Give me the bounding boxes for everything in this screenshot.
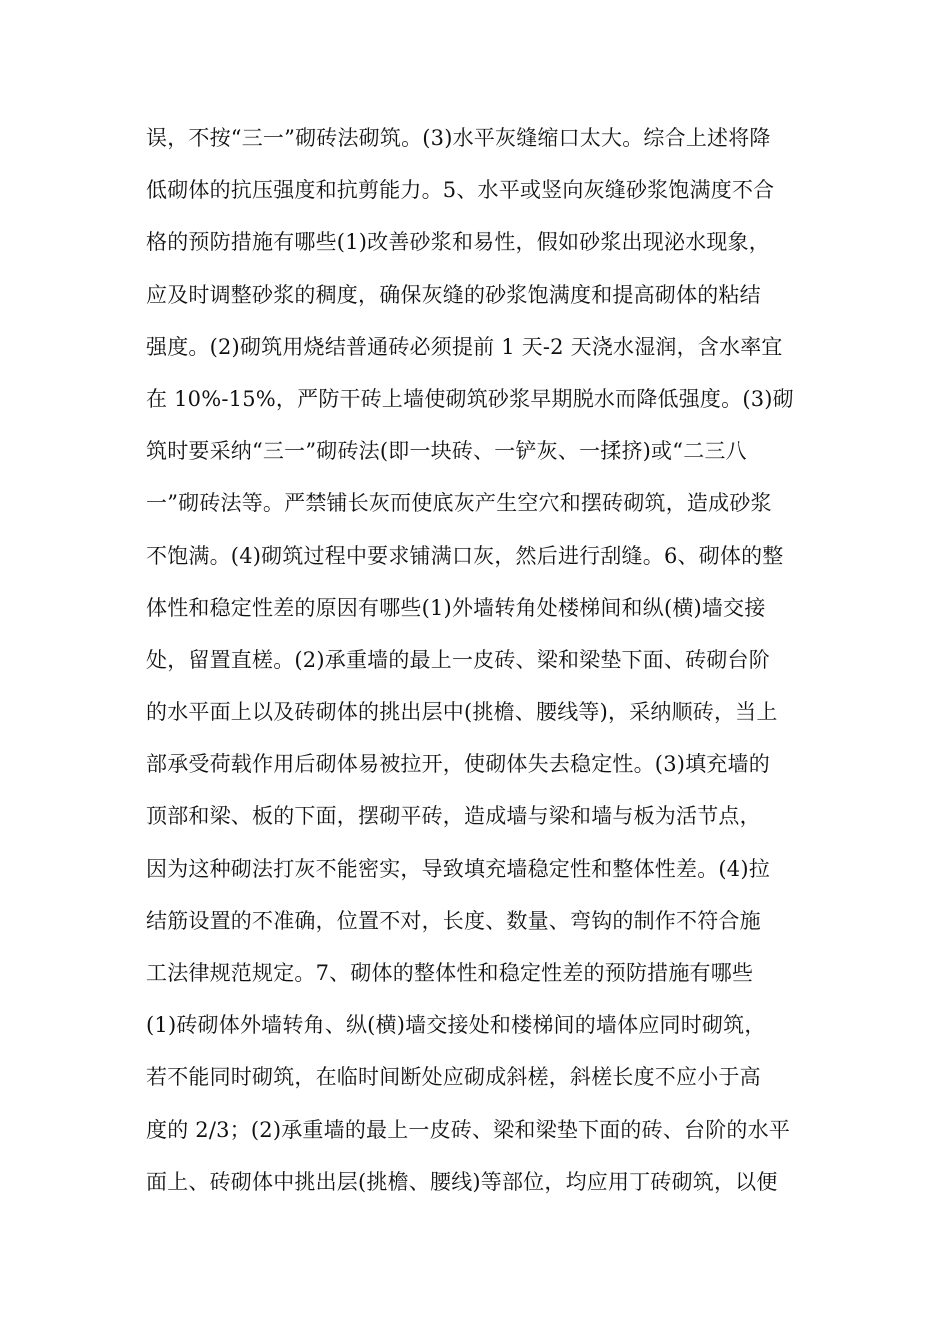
text-line: 在 10%-15%，严防干砖上墙使砌筑砂浆早期脱水而降低强度。(3)砌	[146, 386, 794, 411]
body-text	[146, 118, 816, 1214]
text-line: 强度。(2)砌筑用烧结普通砖必须提前 1 天-2 天浇水湿润，含水率宜	[146, 334, 783, 359]
text-line: 筑时要采纳“三一”砌砖法(即一块砖、一铲灰、一揉挤)或“二三八	[146, 439, 747, 464]
text-line: 应及时调整砂浆的稠度，确保灰缝的砂浆饱满度和提高砌体的粘结	[146, 282, 761, 307]
text-line: 处，留置直槎。(2)承重墙的最上一皮砖、梁和梁垫下面、砖砌台阶	[146, 647, 770, 672]
text-line: (1)砖砌体外墙转角、纵(横)墙交接处和楼梯间的墙体应同时砌筑，	[146, 1013, 766, 1038]
text-line: 度的 2/3；(2)承重墙的最上一皮砖、梁和梁垫下面的砖、台阶的水平	[146, 1117, 791, 1142]
text-line: 一”砌砖法等。严禁铺长灰而使底灰产生空穴和摆砖砌筑，造成砂浆	[146, 491, 772, 516]
text-line: 结筋设置的不准确，位置不对，长度、数量、弯钩的制作不符合施	[146, 908, 761, 933]
text-line: 工法律规范规定。7、砌体的整体性和稳定性差的预防措施有哪些	[146, 961, 754, 985]
text-line: 因为这种砌法打灰不能密实，导致填充墙稳定性和整体性差。(4)拉	[146, 856, 770, 881]
text-line: 部承受荷载作用后砌体易被拉开，使砌体失去稳定性。(3)填充墙的	[146, 752, 770, 777]
text-line: 格的预防措施有哪些(1)改善砂浆和易性，假如砂浆出现泌水现象，	[146, 230, 770, 255]
text-line: 面上、砖砌体中挑出层(挑檐、腰线)等部位，均应用丁砖砌筑，以便	[146, 1169, 778, 1194]
text-line: 若不能同时砌筑，在临时间断处应砌成斜槎，斜槎长度不应小于高	[146, 1065, 761, 1090]
text-line: 体性和稳定性差的原因有哪些(1)外墙转角处楼梯间和纵(横)墙交接	[146, 595, 766, 620]
text-line: 低砌体的抗压强度和抗剪能力。5、水平或竖向灰缝砂浆饱满度不合	[146, 178, 775, 203]
text-line: 误，不按“三一”砌砖法砌筑。(3)水平灰缝缩口太大。综合上述将降	[146, 126, 771, 150]
text-line: 不饱满。(4)砌筑过程中要求铺满口灰，然后进行刮缝。6、砌体的整	[146, 543, 784, 568]
text-line: 顶部和梁、板的下面，摆砌平砖，造成墙与梁和墙与板为活节点，	[146, 804, 761, 829]
text-line: 的水平面上以及砖砌体的挑出层中(挑檐、腰线等)，采纳顺砖，当上	[146, 700, 778, 725]
